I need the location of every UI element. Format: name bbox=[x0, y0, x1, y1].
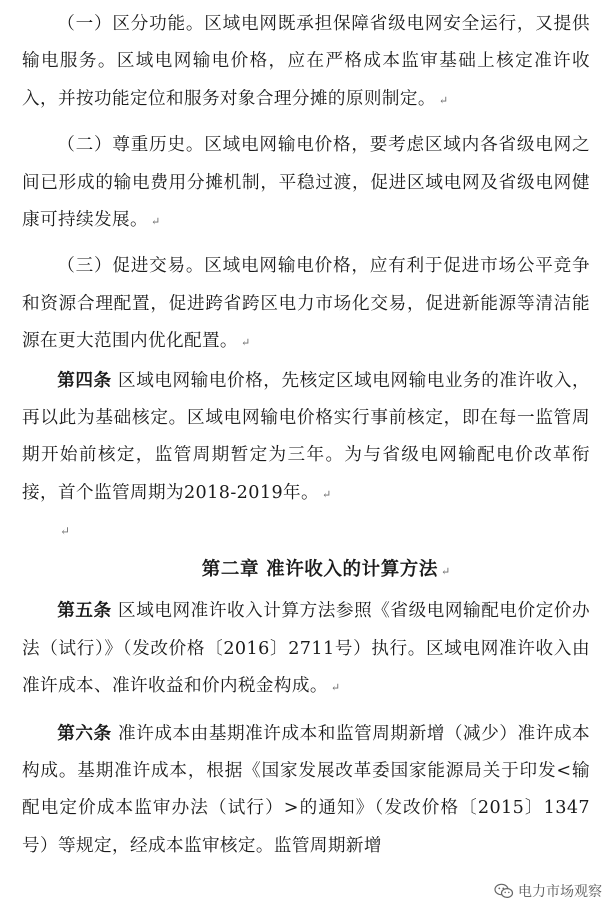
heading-mark: ↵ bbox=[441, 565, 451, 579]
paragraph-mark: ↵ bbox=[240, 336, 251, 350]
article-label: 第五条 bbox=[57, 600, 112, 622]
chapter-heading bbox=[22, 550, 590, 592]
article-text: 区域电网准许收入计算方法参照《省级电网输配电价定价办法（试行）》（发改价格〔2016〕2711号）执行。区域电网准许收入由准许成本、准许收益和价内税金构成。 bbox=[22, 601, 591, 697]
article-label: 第四条 bbox=[57, 369, 112, 391]
chapter-title: 第二章 准许收入的计算方法 bbox=[201, 559, 439, 581]
paragraph-mark: ↵ bbox=[150, 215, 161, 229]
paragraph-mark: ↵ bbox=[438, 93, 449, 107]
blank-mark: ↵ bbox=[60, 524, 71, 539]
watermark-text: 电力市场观察 bbox=[518, 884, 602, 900]
article-5 bbox=[22, 592, 590, 706]
paragraph-text: （三）促进交易。区域电网输电价格，应有利于促进市场公平竞争和资源合理配置，促进跨省跨区电力市场化交易，促进新能源等清洁能源在更大范围内优化配置。 bbox=[22, 256, 590, 352]
blank-line bbox=[22, 513, 590, 550]
paragraph-text: （一）区分功能。区域电网既承担保障省级电网安全运行，又提供输电服务。区域电网输电价格，应在严格成本监审基础上核定准许收入，并按功能定位和服务对象合理分摊的原则制定。 bbox=[22, 14, 590, 109]
watermark bbox=[490, 879, 606, 903]
paragraph-function bbox=[22, 6, 590, 119]
paragraph-trade bbox=[22, 248, 590, 361]
article-4 bbox=[22, 362, 590, 514]
paragraph-mark: ↵ bbox=[322, 487, 332, 501]
wechat-icon bbox=[494, 883, 514, 899]
paragraph-text: （二）尊重历史。区域电网输电价格，要考虑区域内各省级电网之间已形成的输电费用分摊机制，平稳过渡，促进区域电网及省级电网健康可持续发展。 bbox=[22, 135, 590, 231]
article-text: 区域电网输电价格，先核定区域电网输电业务的准许收入，再以此为基础核定。区域电网输电价格实行事前核定，即在每一监管周期开始前核定，监管周期暂定为三年。为与省级电网输配电价改革衔接，首个监管周期为2018-2019年。 bbox=[22, 370, 591, 503]
paragraph-mark: ↵ bbox=[330, 681, 341, 695]
article-6 bbox=[22, 715, 590, 866]
article-label: 第六条 bbox=[57, 722, 112, 744]
paragraph-history bbox=[22, 127, 590, 240]
article-text: 准许成本由基期准许成本和监管周期新增（减少）准许成本构成。基期准许成本，根据《国家发展改革委国家能源局关于印发<输配电定价成本监审办法（试行）>的通知》（发改价格〔2015〕1347号）等规定，经成本监审核定。监管周期新增 bbox=[22, 723, 591, 856]
